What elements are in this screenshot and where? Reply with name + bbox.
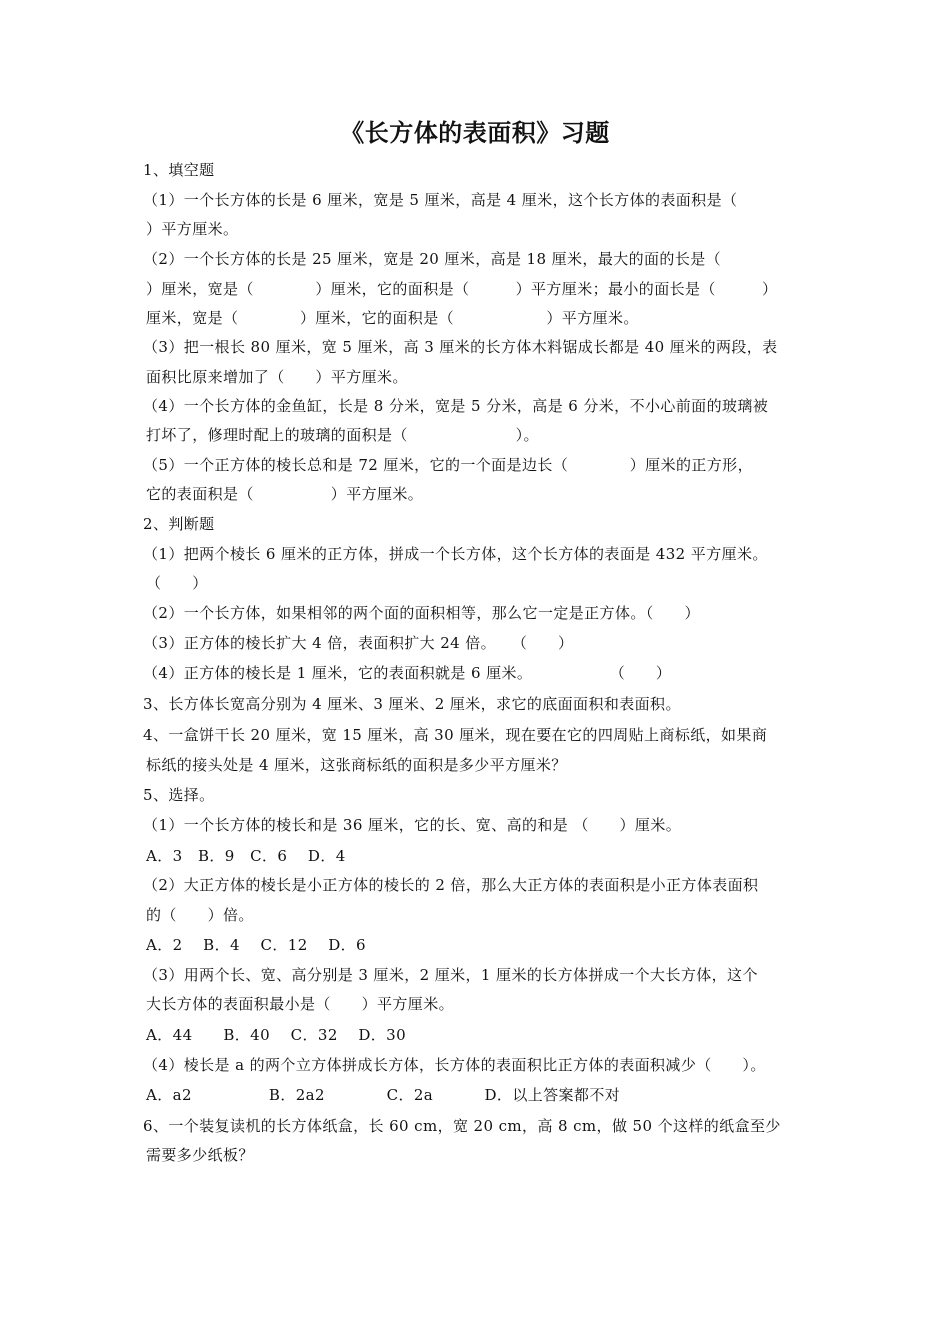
text-line: （3）正方体的棱长扩大 4 倍，表面积扩大 24 倍。 （ ） — [143, 634, 574, 652]
text-line: （1）把两个棱长 6 厘米的正方体，拼成一个长方体，这个长方体的表面是 432 平方厘米。 — [143, 545, 768, 563]
text-line: （2）一个长方体，如果相邻的两个面的面积相等，那么它一定是正方体。（ ） — [143, 604, 700, 622]
text-line: 需要多少纸板？ — [146, 1146, 254, 1164]
text-line: 打坏了，修理时配上的玻璃的面积是（ ）。 — [146, 426, 539, 444]
text-line: 厘米，宽是（ ）厘米，它的面积是（ ）平方厘米。 — [146, 309, 639, 327]
answer-options: A．a2 B．2a2 C．2a D．以上答案都不对 — [146, 1086, 621, 1104]
answer-options: A．44 B．40 C．32 D．30 — [146, 1026, 407, 1044]
text-line: 大长方体的表面积最小是（ ）平方厘米。 — [146, 995, 455, 1013]
text-line: ）平方厘米。 — [146, 220, 239, 238]
answer-options: A．3 B．9 C．6 D．4 — [146, 847, 346, 865]
text-line: 标纸的接头处是 4 厘米，这张商标纸的面积是多少平方厘米？ — [146, 756, 567, 774]
document-title: 《长方体的表面积》习题 — [340, 119, 610, 147]
section-heading: 4、一盒饼干长 20 厘米，宽 15 厘米，高 30 厘米，现在要在它的四周贴上商标纸，如果商 — [143, 726, 768, 744]
section-heading: 1、填空题 — [143, 161, 215, 179]
text-line: （3）把一根长 80 厘米，宽 5 厘米，高 3 厘米的长方体木料锯成长都是 40 厘米的两段，表 — [143, 338, 778, 356]
text-line: （1）一个长方体的棱长和是 36 厘米，它的长、宽、高的和是 （ ）厘米。 — [143, 816, 682, 834]
section-heading: 6、一个装复读机的长方体纸盒，长 60 cm，宽 20 cm，高 8 cm，做 50 个这样的纸盒至少 — [143, 1117, 781, 1135]
section-heading: 2、判断题 — [143, 515, 215, 533]
text-line: （4）棱长是 a 的两个立方体拼成长方体，长方体的表面积比正方体的表面积减少（ ）。 — [143, 1056, 766, 1074]
text-line: （5）一个正方体的棱长总和是 72 厘米，它的一个面是边长（ ）厘米的正方形， — [143, 456, 753, 474]
text-line: （1）一个长方体的长是 6 厘米，宽是 5 厘米，高是 4 厘米，这个长方体的表面积是（ — [143, 191, 738, 209]
text-line: （3）用两个长、宽、高分别是 3 厘米，2 厘米，1 厘米的长方体拼成一个大长方体，这个 — [143, 966, 758, 984]
text-line: （4）一个长方体的金鱼缸，长是 8 分米，宽是 5 分米，高是 6 分米，不小心前面的玻璃被 — [143, 397, 769, 415]
text-line: （4）正方体的棱长是 1 厘米，它的表面积就是 6 厘米。 （ ） — [143, 664, 672, 682]
text-line: （2）一个长方体的长是 25 厘米，宽是 20 厘米，高是 18 厘米，最大的面的长是（ — [143, 250, 722, 268]
text-line: （ ） — [146, 574, 208, 592]
text-line: （2）大正方体的棱长是小正方体的棱长的 2 倍，那么大正方体的表面积是小正方体表面积 — [143, 876, 759, 894]
text-line: 它的表面积是（ ）平方厘米。 — [146, 485, 424, 503]
text-line: ）厘米，宽是（ ）厘米，它的面积是（ ）平方厘米；最小的面长是（ ） — [146, 280, 778, 298]
section-heading: 5、选择。 — [143, 786, 215, 804]
text-line: 面积比原来增加了（ ）平方厘米。 — [146, 368, 408, 386]
section-heading: 3、长方体长宽高分别为 4 厘米、3 厘米、2 厘米，求它的底面面积和表面积。 — [143, 695, 681, 713]
text-line: 的（ ）倍。 — [146, 906, 254, 924]
answer-options: A．2 B．4 C．12 D．6 — [146, 936, 366, 954]
